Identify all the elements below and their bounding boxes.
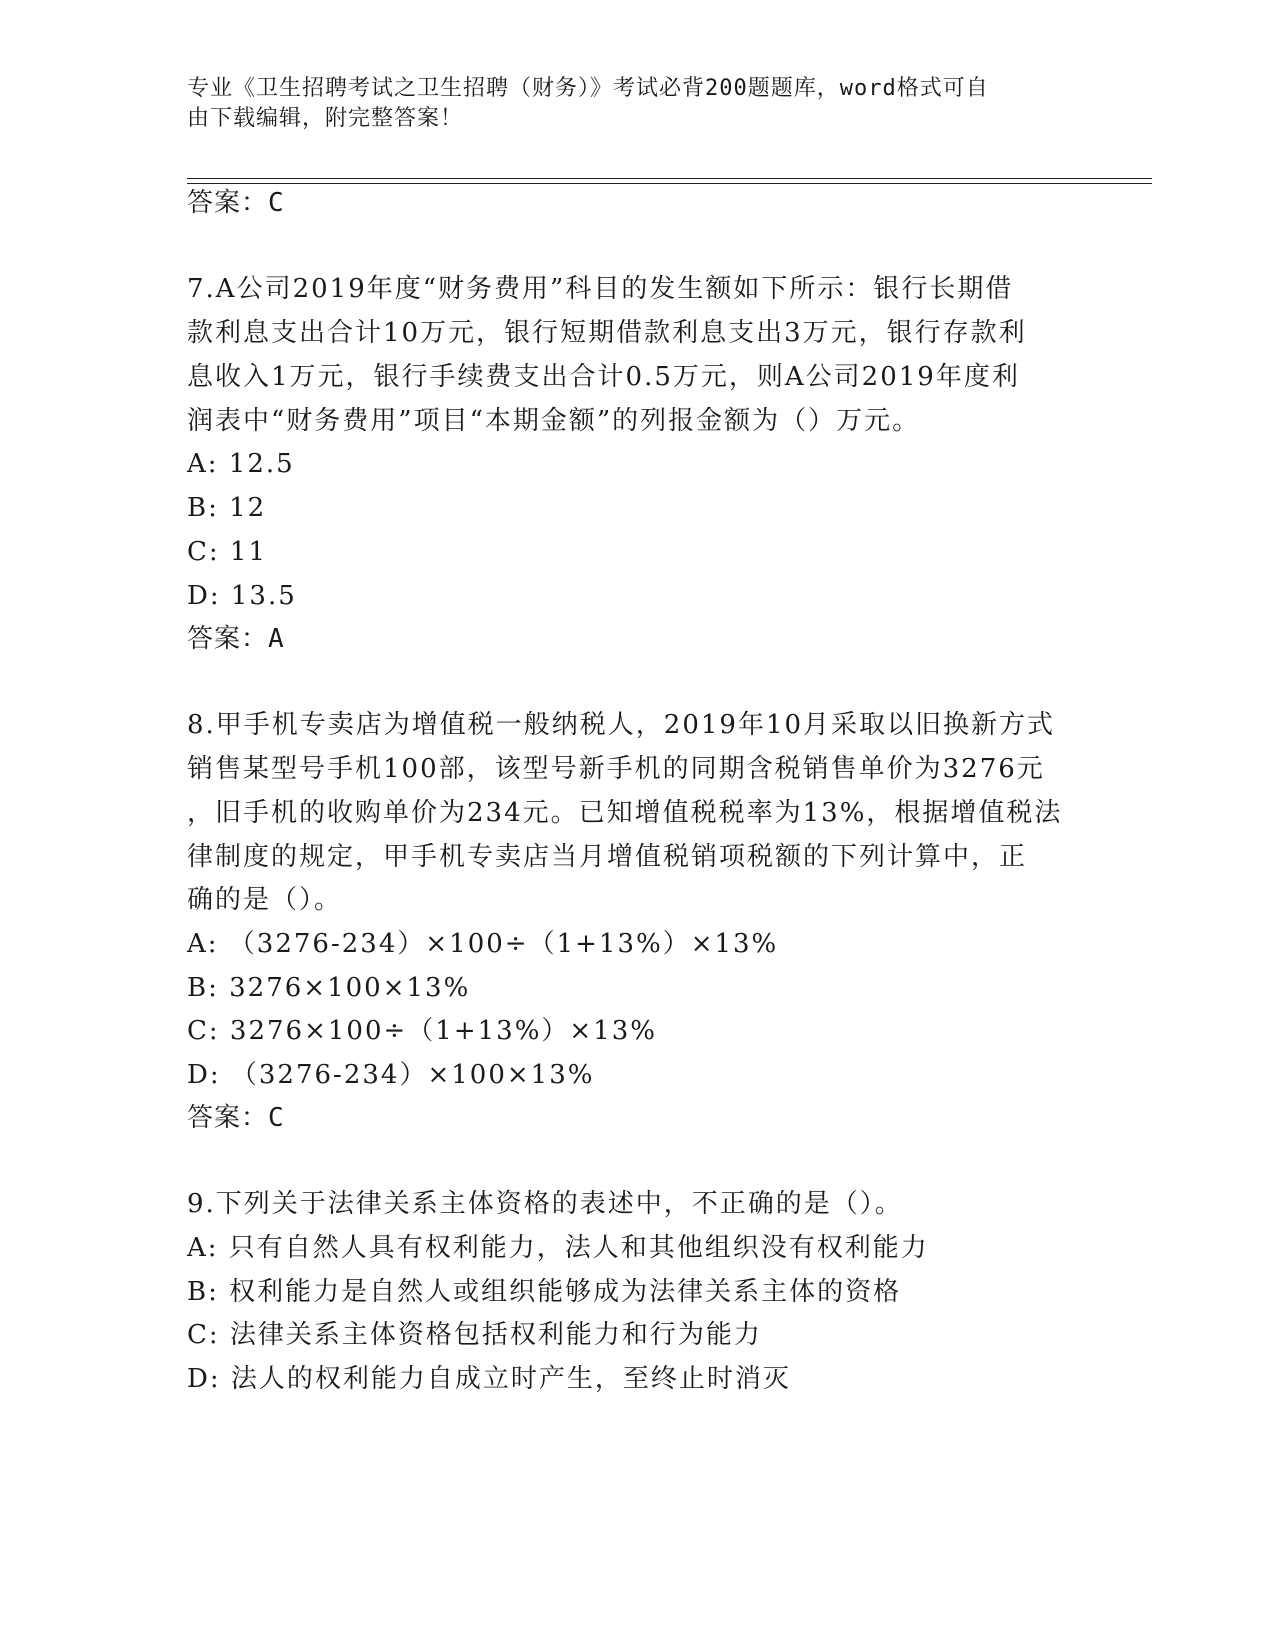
header-divider-bottom (187, 183, 1152, 184)
question-8-option-b: B: 3276×100×13% (187, 973, 471, 1003)
question-9-option-d: D: 法人的权利能力自成立时产生，至终止时消灭 (187, 1364, 791, 1394)
document-header (187, 74, 1067, 134)
question-7-option-c: C: 11 (187, 537, 268, 567)
question-8-stem-line: 律制度的规定，甲手机专卖店当月增值税销项税额的下列计算中，正 (187, 842, 1028, 872)
question-7-stem-line: 7.A公司2019年度“财务费用”科目的发生额如下所示：银行长期借 (187, 274, 1014, 304)
question-9-option-c: C: 法律关系主体资格包括权利能力和行为能力 (187, 1320, 762, 1350)
question-8-option-a: A: （3276-234）×100÷（1+13%）×13% (187, 929, 779, 959)
question-7-stem-line: 润表中“财务费用”项目“本期金额”的列报金额为（）万元。 (187, 406, 921, 436)
question-8-stem-line: 8.甲手机专卖店为增值税一般纳税人，2019年10月采取以旧换新方式 (187, 710, 1056, 740)
question-7-stem-line: 息收入1万元，银行手续费支出合计0.5万元，则A公司2019年度利 (187, 362, 1020, 392)
question-7-option-a: A: 12.5 (187, 449, 295, 479)
header-line-2: 由下载编辑，附完整答案！ (187, 106, 464, 131)
question-8-option-c: C: 3276×100÷（1+13%）×13% (187, 1016, 657, 1046)
question-8-stem-line: 确的是（）。 (187, 885, 343, 915)
previous-answer: 答案：C (187, 188, 285, 218)
question-8-option-d: D: （3276-234）×100×13% (187, 1060, 595, 1090)
question-9-stem-line: 9.下列关于法律关系主体资格的表述中，不正确的是（）。 (187, 1189, 903, 1219)
header-line-1: 专业《卫生招聘考试之卫生招聘（财务）》考试必背200题题库，word格式可自 (187, 76, 989, 101)
question-9-option-a: A: 只有自然人具有权利能力，法人和其他组织没有权利能力 (187, 1233, 929, 1263)
question-8-answer: 答案：C (187, 1103, 285, 1133)
question-7-answer: 答案：A (187, 624, 285, 654)
question-9-option-b: B: 权利能力是自然人或组织能够成为法律关系主体的资格 (187, 1277, 902, 1307)
question-8-stem-line: 销售某型号手机100部，该型号新手机的同期含税销售单价为3276元 (187, 754, 1045, 784)
question-8-stem-line: ，旧手机的收购单价为234元。已知增值税税率为13%，根据增值税法 (187, 798, 1063, 828)
question-7-option-d: D: 13.5 (187, 581, 297, 611)
header-divider-top (187, 178, 1152, 179)
question-7-stem-line: 款利息支出合计10万元，银行短期借款利息支出3万元，银行存款利 (187, 318, 1027, 348)
question-7-option-b: B: 12 (187, 493, 267, 523)
